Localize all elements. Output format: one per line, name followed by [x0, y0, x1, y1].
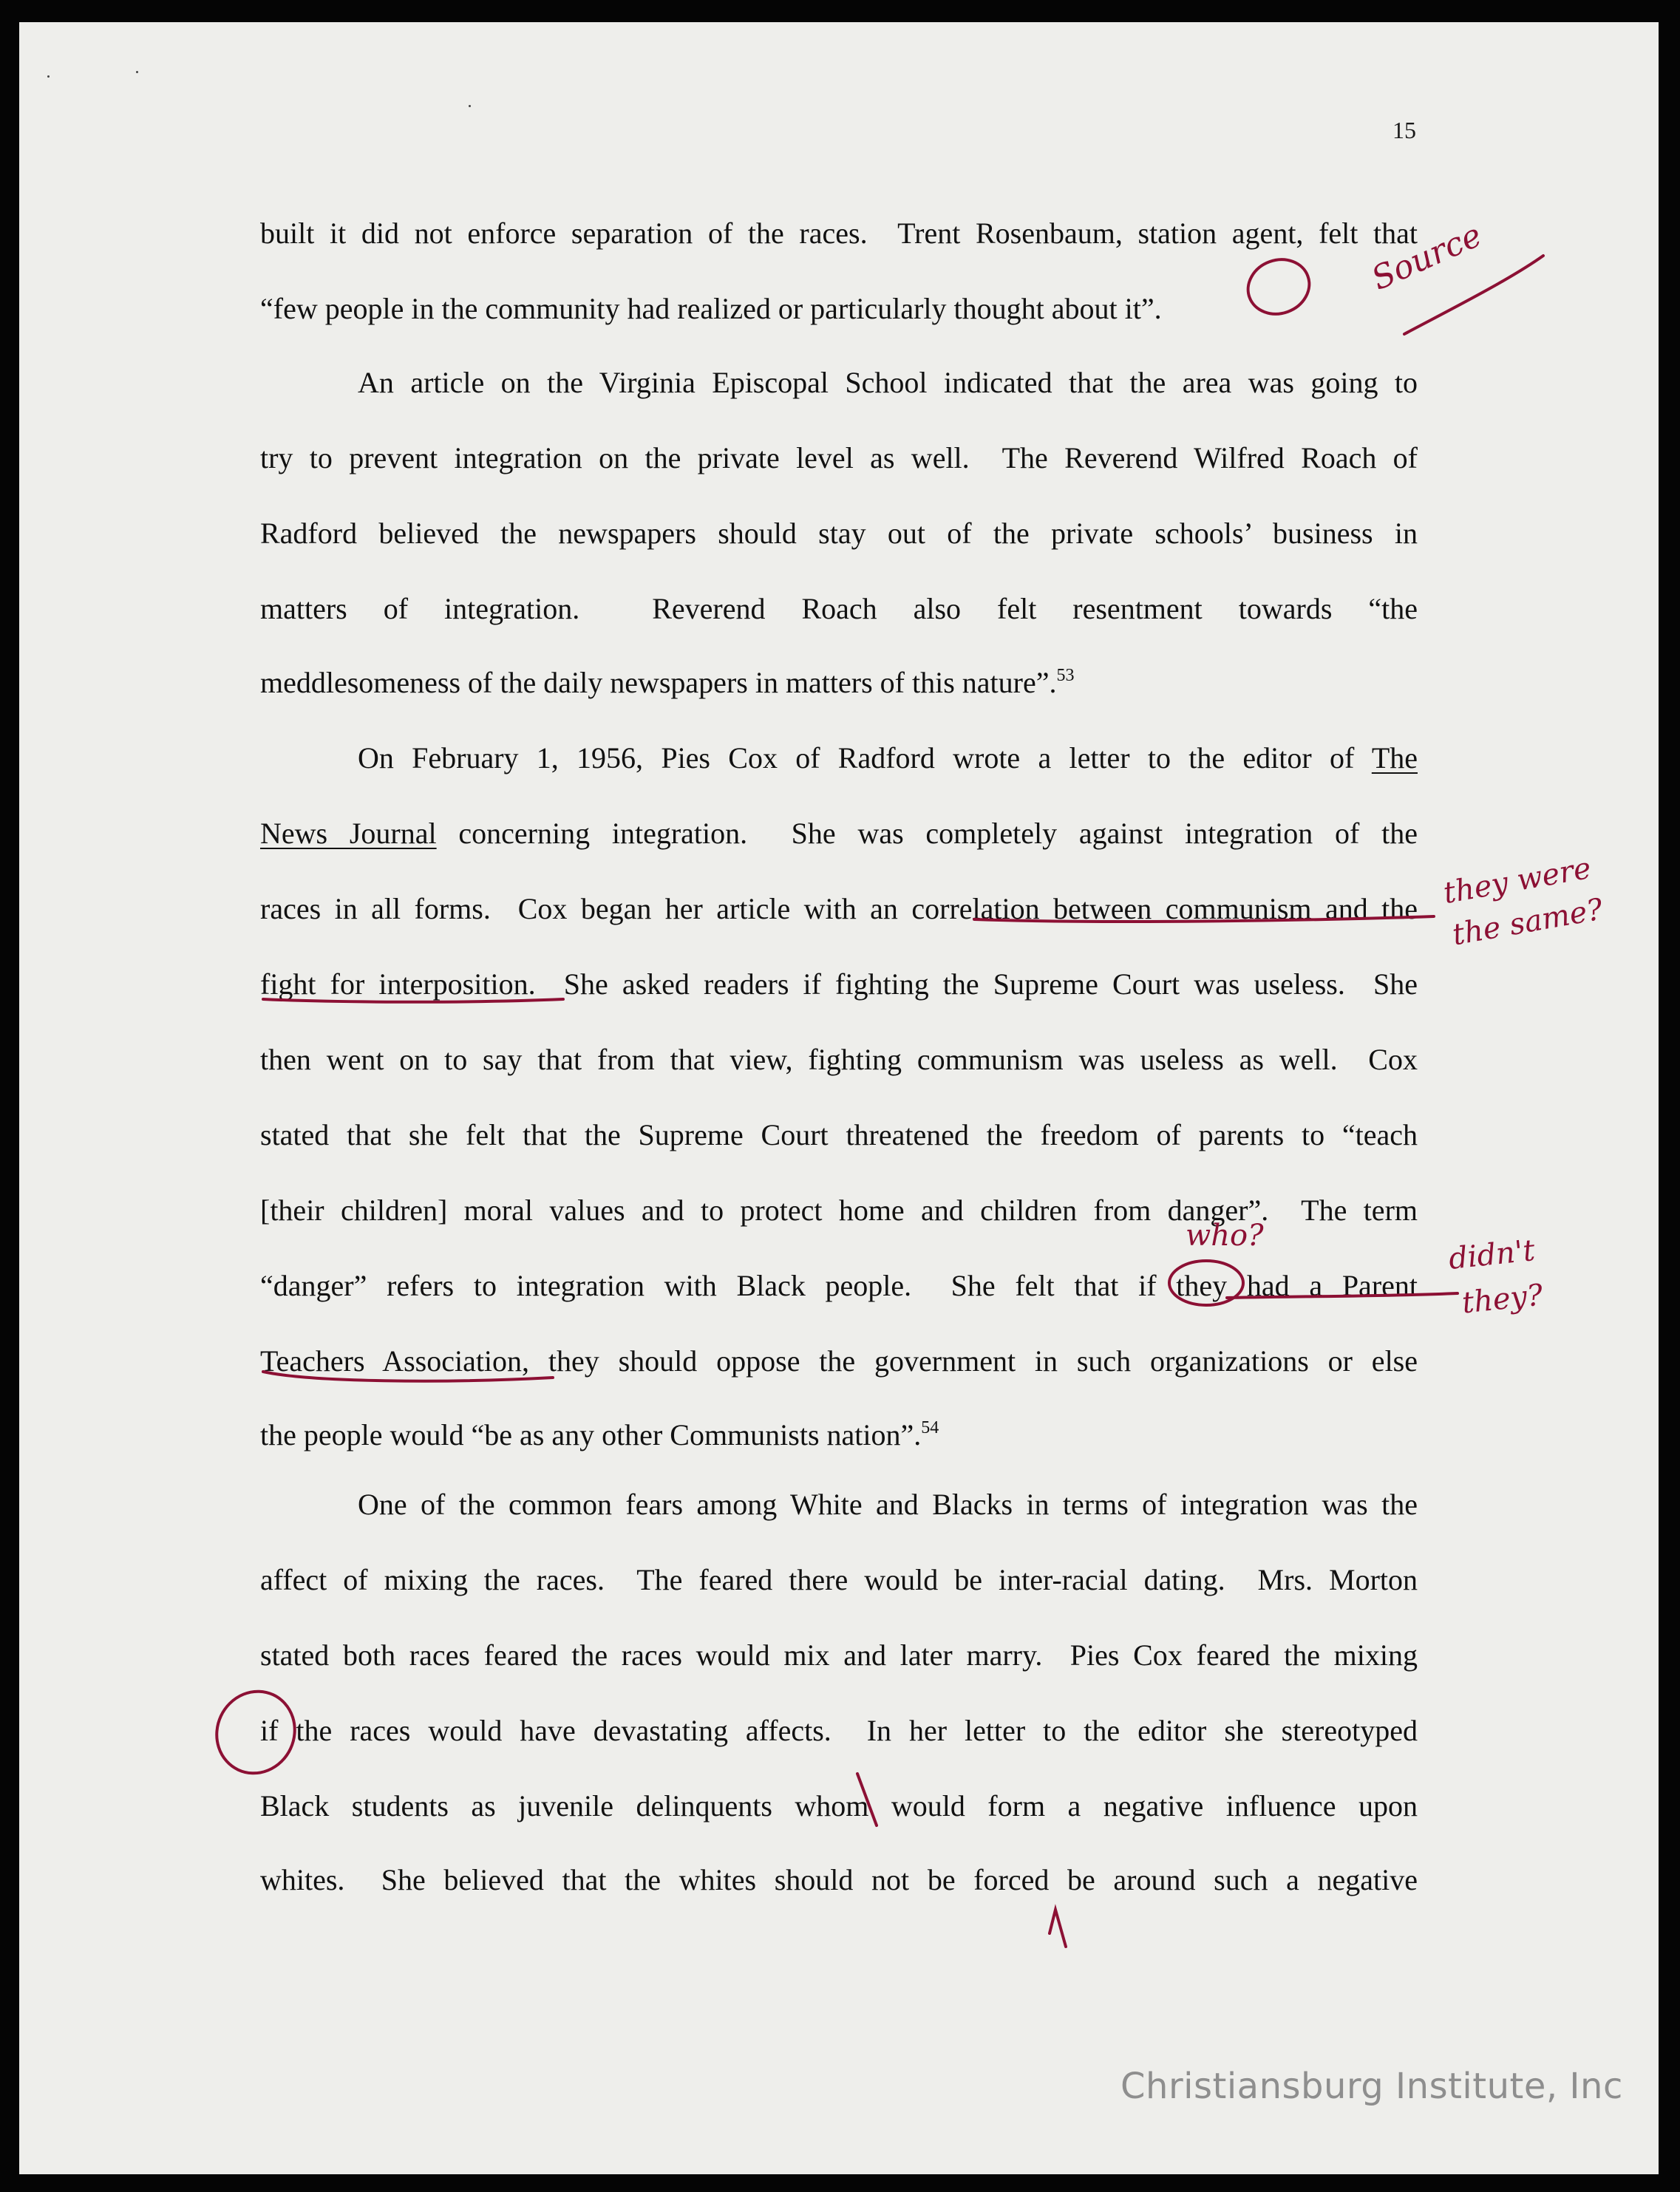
text-line: [their children] moral values and to protect home and children from danger”. The term [260, 1194, 1418, 1227]
text-line: An article on the Virginia Episcopal School indicated that the area was going to [358, 366, 1418, 399]
text-line: affect of mixing the races. The feared there would be inter-racial dating. Mrs. Morton [260, 1563, 1418, 1596]
text-span: meddlesomeness of the daily newspapers in matters of this nature”. [260, 666, 1057, 699]
handwritten-note-source: Source [1366, 216, 1488, 298]
handwritten-note: the same? [1449, 892, 1606, 953]
underline-mark [263, 999, 563, 1002]
underline-mark [974, 916, 1434, 922]
page-number: 15 [1392, 117, 1416, 143]
text-line: if the races would have devastating affects. In her letter to the editor she stereotyped [260, 1714, 1418, 1747]
strike-mark [857, 1774, 877, 1825]
footnote-marker: 53 [1056, 666, 1075, 685]
publication-title: News Journal [260, 817, 437, 850]
handwritten-note: they? [1460, 1278, 1545, 1321]
text-line: whites. She believed that the whites should not be forced be around such a negative [260, 1863, 1418, 1896]
text-span: On February 1, 1956, Pies Cox of Radford wrote a letter to the editor of [358, 741, 1372, 775]
text-span: concerning integration. She was completely against integration of the [436, 817, 1418, 850]
handwritten-note: who? [1186, 1219, 1264, 1253]
text-line: Black students as juvenile delinquents whom would form a negative influence upon [260, 1789, 1418, 1822]
circle-mark [203, 1678, 308, 1786]
text-line: races in all forms. Cox began her article with an correlation between communism and the [260, 892, 1418, 925]
footnote-marker: 54 [921, 1418, 939, 1437]
circle-mark [1240, 251, 1317, 322]
publication-title: The [1371, 741, 1418, 775]
text-line: built it did not enforce separation of the races. Trent Rosenbaum, station agent, felt that [260, 217, 1418, 250]
text-line: matters of integration. Reverend Roach also felt resentment towards “the [260, 592, 1418, 625]
handwritten-note: didn't [1446, 1233, 1537, 1276]
caret-mark [1050, 1910, 1066, 1947]
underline-mark [1227, 1293, 1458, 1298]
text-line: Teachers Association, they should oppose the government in such organizations or else [260, 1344, 1418, 1378]
watermark: Christiansburg Institute, Inc [1120, 2066, 1623, 2107]
text-line: stated that she felt that the Supreme Court threatened the freedom of parents to “teach [260, 1118, 1418, 1151]
underline-mark [263, 1372, 553, 1381]
text-line: One of the common fears among White and Blacks in terms of integration was the [358, 1488, 1418, 1521]
handwritten-note: they were [1441, 851, 1594, 911]
text-span: the people would “be as any other Communists nation”. [260, 1418, 922, 1451]
text-line: “danger” refers to integration with Black people. She felt that if they had a Parent [260, 1269, 1418, 1302]
text-line: fight for interposition. She asked readers if fighting the Supreme Court was useless. She [260, 967, 1418, 1001]
text-line: try to prevent integration on the private level as well. The Reverend Wilfred Roach of [260, 441, 1418, 474]
text-line: “few people in the community had realized or particularly thought about it”. [260, 292, 1162, 325]
text-line: Radford believed the newspapers should stay out of the private schools’ business in [260, 517, 1418, 550]
text-line: then went on to say that from that view, fighting communism was useless as well. Cox [260, 1043, 1418, 1076]
text-line: stated both races feared the races would mix and later marry. Pies Cox feared the mixing [260, 1638, 1418, 1672]
